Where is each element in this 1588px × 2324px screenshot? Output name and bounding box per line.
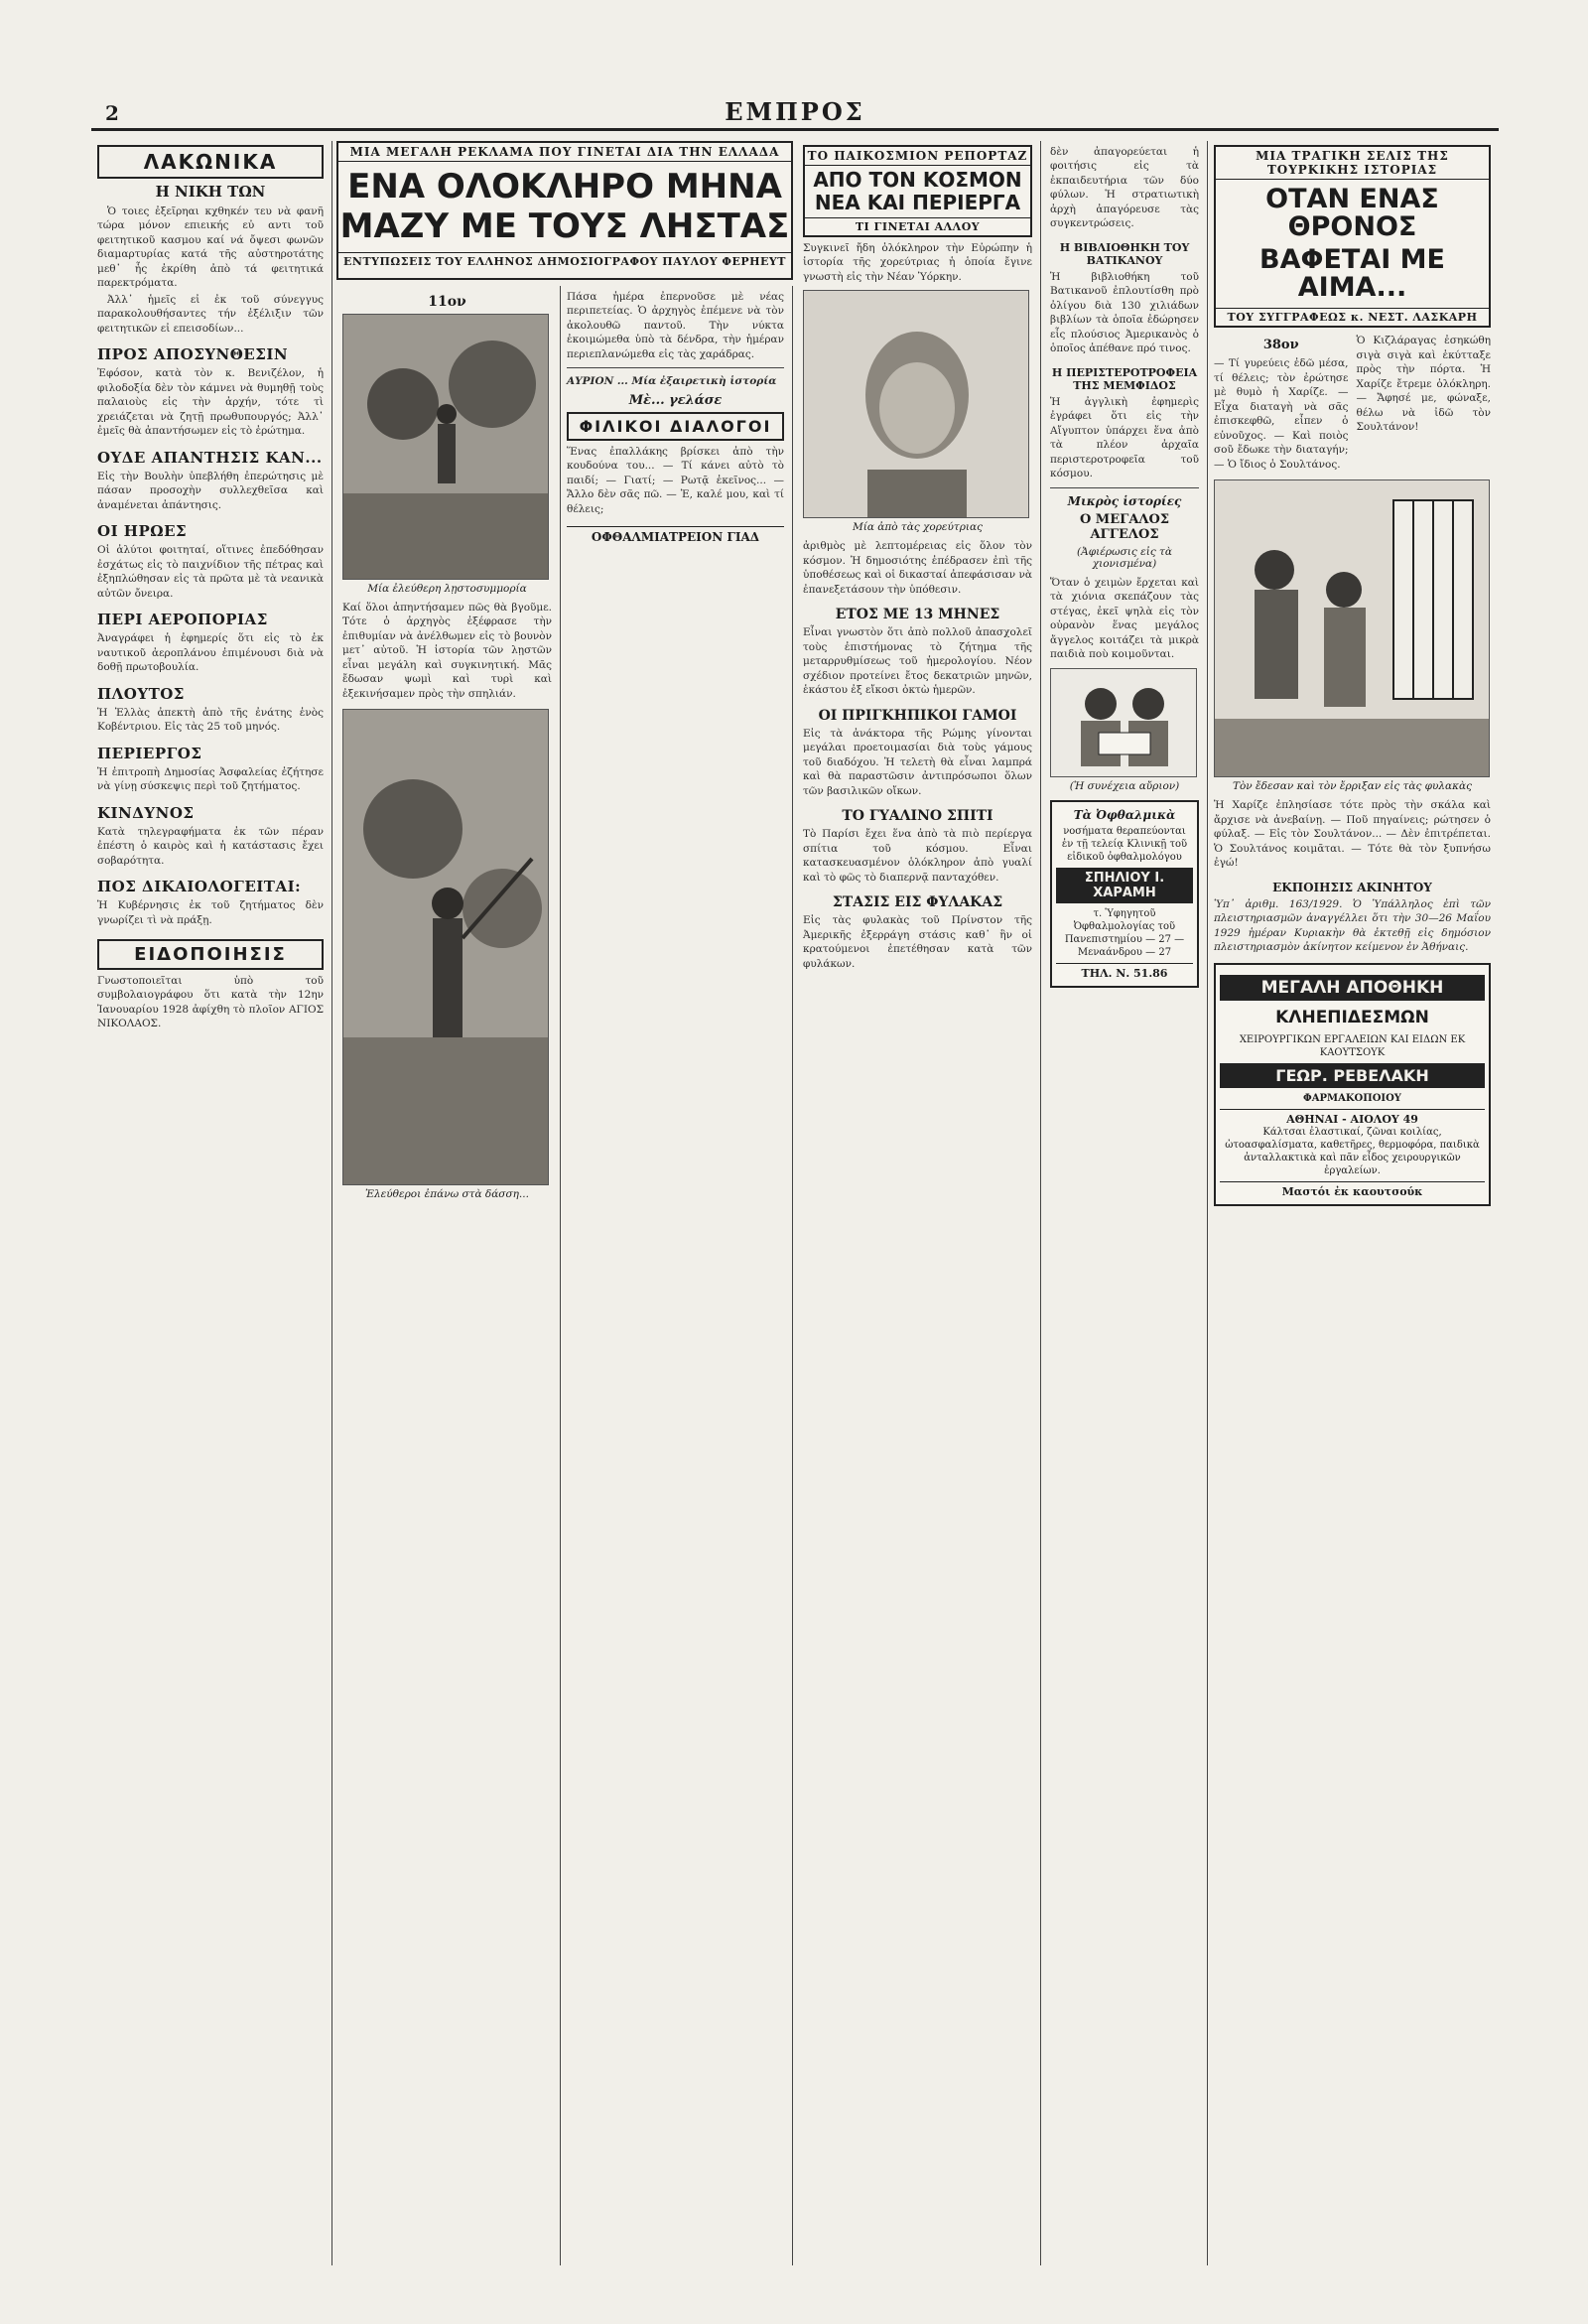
serial-byline: ΤΟΥ ΣΥΓΓΡΑΦΕΩΣ κ. ΝΕΣΤ. ΛΑΣΚΑΡΗ [1216, 308, 1489, 326]
section-title: ΤΟ ΓΥΑΛΙΝΟ ΣΠΙΤΙ [842, 808, 993, 825]
report-subkicker: ΤΙ ΓΙΝΕΤΑΙ ΑΛΛΟΥ [805, 217, 1030, 235]
serial-kicker: ΜΙΑ ΤΡΑΓΙΚΗ ΣΕΛΙΣ ΤΗΣ ΤΟΥΡΚΙΚΗΣ ΙΣΤΟΡΙΑΣ [1216, 147, 1489, 180]
lakonika-section [97, 522, 324, 601]
poem-title: Ο ΜΕΓΑΛΟΣ ΑΓΓΕΛΟΣ [1079, 511, 1170, 542]
column-news-misc [1044, 141, 1208, 2265]
bandits-photo-1 [342, 314, 549, 580]
serial-text: Καί ὅλοι ἀπηντήσαμεν πῶς θὰ βγοῦμε. Τότε ὁ ἀρχηγὸς ἐξέφρασε τὴν ἐπιθυμίαν νὰ ἀνέλθωμεν εἰς τὸ βουνὸν μετ᾿ αὐτοῦ. Ἡ ἱστορία τῶν λῃστῶν εἶναι μεγάλη καὶ συγκινητική. Μᾶς ἔδωσαν ψωμὶ καὶ τυρὶ καὶ ἐξεκινήσαμεν πρὸς τὴν σπηλιάν. [342, 602, 552, 700]
section-text: Ἡ ἐπιτροπὴ Δημοσίας Ἀσφαλείας ἐζήτησε νὰ γίνῃ σύσκεψις περὶ τοῦ ζητήματος. [97, 765, 324, 793]
photo-caption: Μία ἐλεύθερη λῃστοσυμμορία [367, 583, 527, 595]
ad-subtitle: ΧΕΙΡΟΥΡΓΙΚΩΝ ΕΡΓΑΛΕΙΩΝ ΚΑΙ ΕΙΔΩΝ ΕΚ ΚΑΟΥΤΣΟΥΚ [1239, 1033, 1466, 1058]
section-text: Ἡ ἀγγλικὴ ἐφημερὶς ἐγράφει ὅτι εἰς τὴν Αἴγυπτον ὑπάρχει ἕνα ἀπὸ τὰ πλέον ἀρχαῖα περιστεροτροφεῖα τοῦ κόσμου. [1050, 395, 1199, 480]
prison-illustration [1214, 479, 1490, 777]
serial-bandits-header [336, 141, 793, 280]
section-text: Εἰς τὰ ἀνάκτορα τῆς Ρώμης γίνονται μεγάλαι προετοιμασίαι διὰ τοὺς γάμους τοῦ διαδόχου. Ἡ τελετὴ θὰ εἶναι λαμπρά καὶ θὰ παραστῶσιν ἀντιπρόσωποι ὅλων τῶν βασιλικῶν οἴκων. [803, 727, 1032, 797]
dialogue-title: ΦΙΛΙΚΟΙ ΔΙΑΛΟΓΟΙ [567, 412, 784, 441]
serial-text-after: Ἡ Χαρίζε ἐπλησίασε τότε πρὸς τὴν σκάλα καὶ ἄρχισε νὰ ἀνεβαίνῃ. — Ποῦ πηγαίνεις; ρώτησεν ὁ φύλαξ. — Εἰς τὸν Σουλτάνον... — Δὲν ἐπιτρέπεται. Ὁ Σουλτάνος κοιμᾶται. — Τότε θὰ τὸν ξυπνήσω ἐγώ! [1214, 799, 1491, 870]
section-text: Εἶναι γνωστὸν ὅτι ἀπὸ πολλοῦ ἀπασχολεῖ τοὺς ἐπιστήμονας τὸ ζήτημα τῆς μεταρρυθμίσεως τοῦ ἡμερολογίου. Νέον σχέδιον προτείνει ἔτος δεκατριῶν μηνῶν, ἑκάστου ἐξ εἴκοσι ὀκτὼ ἡμερῶν. [803, 626, 1032, 697]
clinic-advertisement [1050, 800, 1199, 988]
photo-caption: Ἐλεύθεροι ἐπάνω στὰ δάσση... [365, 1188, 529, 1201]
section-title: ΠΛΟΥΤΟΣ [97, 684, 185, 703]
serial-headline-line1: ΟΤΑΝ ΕΝΑΣ ΘΡΟΝΟΣ [1265, 184, 1439, 243]
serial-headline-line1: ΕΝΑ ΟΛΟΚΛΗΡΟ ΜΗΝΑ [347, 167, 782, 206]
serial-continued-text: Πάσα ἡμέρα ἐπερνοῦσε μὲ νέας περιπετείας. Ὁ ἀρχηγὸς ἐπέμενε νὰ τὸν ἀκολουθῶ παντοῦ. Τὴν νύκτα ἐκοιμώμεθα ὑπὸ τὰ δένδρα, τὴν ἡμέραν περιεπλανώμεθα εἰς τὰς χαράδρας. [567, 291, 784, 360]
poem-text: Ὅταν ὁ χειμὼν ἔρχεται καὶ τὰ χιόνια σκεπάζουν τὰς στέγας, ἐκεῖ ψηλὰ εἰς τὸν οὐρανὸν ἕνας μεγάλος ἄγγελος κοιτάζει τὰ μικρὰ παιδιὰ ποὺ κοιμοῦνται. [1050, 576, 1199, 661]
ad-profession: ΦΑΡΜΑΚΟΠΟΙΟΥ [1303, 1092, 1401, 1104]
court-notice-title: ΕΚΠΟΙΗΣΙΣ ΑΚΙΝΗΤΟΥ [1272, 880, 1432, 894]
section-text: Τὸ Παρίσι ἔχει ἕνα ἀπὸ τὰ πιὸ περίεργα σπίτια τοῦ κόσμου. Εἶναι κατασκευασμένον ὁλόκληρον ἀπὸ γυαλί καὶ τὸ φῶς τὸ διαπερνᾷ πανταχόθεν. [803, 828, 1032, 884]
serial-headline-line2: ΜΑΖΥ ΜΕ ΤΟΥΣ ΛΗΣΤΑΣ [339, 205, 790, 246]
ad-address: ΑΘΗΝΑΙ - ΑΙΟΛΟΥ 49 [1220, 1109, 1485, 1126]
report-after-photo: ἀριθμὸς μὲ λεπτομέρειας εἰς ὅλον τὸν κόσμον. Ἡ δημοσιότης ἐπέδρασεν ἐπὶ τῆς ὑποθέσεως καὶ οἱ δικασταί ἀπεφάσισαν νὰ ἐπανεξετάσουν τὴν ὑπόθεσιν. [803, 540, 1032, 596]
section-text: Κατὰ τηλεγραφήματα ἐκ τῶν πέραν ἐπέστη ὁ καιρὸς καὶ ἡ κατάστασις ἔχει σοβαρότητα. [97, 825, 324, 867]
newspaper-name: ΕΜΠΡΟΣ [725, 97, 865, 126]
intro-paragraph: Ἀλλ᾿ ἡμεῖς εἰ ἐκ τοῦ σύνεγγυς παρακολουθήσαντες τήν ἐξέλιξιν τῶν φειτητικῶν εἰ επεισοδίων... [97, 293, 324, 335]
dialogue-overline: Μὲ... γελάσε [628, 392, 723, 408]
ad-owner-name: ΓΕΩΡ. ΡΕΒΕΛΑΚΗ [1220, 1063, 1485, 1088]
dialogue-kicker: ΑΥΡΙΟΝ ... Μία ἐξαιρετικὴ ἱστορία [567, 375, 777, 388]
bandits-photo-2 [342, 709, 549, 1185]
ad-footer: Μαστόι ἐκ καουτσούκ [1220, 1181, 1485, 1198]
dancer-portrait [803, 290, 1029, 518]
ad-phone: ΤΗΛ. Ν. 51.86 [1056, 963, 1193, 980]
notice-title: ΕΙΔΟΠΟΙΗΣΙΣ [97, 939, 324, 970]
ad-doctor-name: ΣΠΗΛΙΟΥ Ι. ΧΑΡΑΜΗ [1056, 868, 1193, 903]
report-kicker: ΤΟ ΠΑΙΚΟΣΜΙΟΝ ΡΕΠΟΡΤΑΖ [805, 147, 1030, 166]
section-title: ΟΥΔΕ ΑΠΑΝΤΗΣΙΣ ΚΑΝ... [97, 448, 323, 467]
continued-note: (Ἡ συνέχεια αὔριον) [1069, 779, 1180, 792]
serial-byline: ΕΝΤΥΠΩΣΕΙΣ ΤΟΥ ΕΛΛΗΝΟΣ ΔΗΜΟΣΙΟΓΡΑΦΟΥ ΠΑΥΛΟΥ ΦΕΡΗΕΥΤ [338, 252, 791, 270]
ad-title: ΜΕΓΑΛΗ ΑΠΟΘΗΚΗ [1220, 975, 1485, 1001]
lakonika-section [97, 878, 324, 927]
serial-kicker: ΜΙΑ ΜΕΓΑΛΗ ΡΕΚΛΑΜΑ ΠΟΥ ΓΙΝΕΤΑΙ ΔΙΑ ΤΗΝ ΕΛΛΑΔΑ [338, 143, 791, 162]
newspaper-page [91, 95, 1499, 2269]
serial-headline-line2: ΒΑΦΕΤΑΙ ΜΕ ΑΙΜΑ... [1259, 243, 1445, 304]
section-title: ΠΕΡΙΕΡΓΟΣ [97, 744, 202, 762]
section-title: ΟΙ ΗΡΩΕΣ [97, 522, 188, 541]
masthead [91, 95, 1499, 131]
section-title: ΠΕΡΙ ΑΕΡΟΠΟΡΙΑΣ [97, 611, 268, 629]
lakonika-section [97, 685, 324, 735]
children-reading-illustration [1050, 668, 1197, 777]
serial-throne-header [1214, 145, 1491, 328]
ad-title-line2: ΚΛΗΕΠΙΔΕΣΜΩΝ [1275, 1007, 1429, 1027]
serial-text-left: — Τί γυρεύεις ἐδῶ μέσα, τί θέλεις; τὸν ἐρώτησε μὲ θυμὸ ἡ Χαρίζε. — Εἶχα διαταγὴ νὰ σᾶς ἐπισκεφθῶ, εἶπεν ὁ εὐνοῦχος. — Καὶ ποιὸς σοῦ ἔδωκε τὴν διαταγήν; — Ὁ ἴδιος ὁ Σουλτάνος. [1214, 357, 1349, 471]
court-notice-text: Ὑπ᾿ ἀριθμ. 163/1929. Ὁ Ὑπάλληλος ἐπὶ τῶν πλειστηριασμῶν ἀναγγέλλει ὅτι τὴν 30—26 Μαΐου 1929 ἡμέραν Κυριακὴν θὰ ἐκτεθῇ εἰς δημόσιον πλειστηριασμὸν ἀκίνητον κείμενον ἐν Ἀθήναις. [1214, 897, 1491, 954]
section-title: ΟΙ ΠΡΙΓΚΗΠΙΚΟΙ ΓΑΜΟΙ [818, 707, 1017, 724]
serial-text-right: Ὁ Κιζλάραγας ἐσηκώθη σιγὰ σιγὰ καὶ ἐκύτταξε πρὸς τὴν πόρτα. Ἡ Χαρίζε ἔτρεμε ὁλόκληρη. — Ἄφησέ με, φώναξε, θέλω νὰ ἰδῶ τὸν Σουλτάνον! [1356, 335, 1491, 434]
lakonika-subtitle: Η ΝΙΚΗ ΤΩΝ [155, 183, 266, 201]
section-title: ΣΤΑΣΙΣ ΕΙΣ ΦΥΛΑΚΑΣ [832, 894, 1003, 911]
lakonika-section [97, 745, 324, 794]
section-text: Εἰς τὴν Βουλὴν ὑπεβλήθη ἐπερώτησις μὲ πάσαν προσοχὴν συλλεχθεῖσα καὶ ἀναμένεται ἀπάντησις. [97, 470, 324, 511]
page-number: 2 [105, 101, 119, 125]
section-text: Οἱ ἀλύτοι φοιτηταί, οἵτινες ἐπεδόθησαν ἐσχάτως εἰς τὸ παιχνίδιον τῆς πέτρας καὶ ἐξηπλώθησαν εἰς τὰ πρῶτα μὲ τὰ νεανικὰ αὐτῶν ὄνειρα. [97, 544, 324, 600]
section-text: Ἀναγράφει ἡ ἐφημερίς ὅτι εἰς τὸ ἐκ ναυτικοῦ ἀεροπλάνου ἐπιμένουσι διὰ νὰ δοθῇ πρωτοβουλία. [97, 632, 324, 674]
lakonika-section [97, 611, 324, 674]
bottom-advertisement: ΟΦΘΑΛΜΙΑΤΡΕΙΟΝ ΓΙΑΔ [567, 526, 784, 544]
lakonika-section [97, 449, 324, 512]
column-world-report [797, 141, 1041, 2265]
photo-caption: Μία ἀπὸ τὰς χορεύτριας [852, 521, 983, 534]
section-text: Ἡ βιβλιοθήκη τοῦ Βατικανοῦ ἐπλουτίσθη πρὸ ὀλίγου διὰ 130 χιλιάδων βιβλίων τὰ ὁποῖα ἐδώρησεν εἷς πλούσιος Ἀμερικανὸς ὁ ὁποῖος ἀπέθανε πρό τινος. [1050, 270, 1199, 355]
notice-text: Γνωστοποιεῖται ὑπὸ τοῦ συμβολαιογράφου ὅτι κατὰ τὴν 12ην Ἰανουαρίου 1928 ἀφίχθη τὸ πλοῖον ΑΓΙΟΣ ΝΙΚΟΛΑΟΣ. [97, 974, 324, 1030]
poem-overline: Μικρὸς ἱστορίες [1067, 493, 1182, 508]
news-lead: δὲν ἀπαγορεύεται ἡ φοιτήσις εἰς τὰ ἐκπαιδευτήρια τῶν δύο φύλων. Ἡ στρατιωτικὴ ἀρχὴ ἀπαγόρευσε τὰς συγκεντρώσεις. [1050, 146, 1199, 230]
section-text: Ἡ Κυβέρνησις ἐκ τοῦ ζητήματος δὲν γνωρίζει τὶ νὰ πράξῃ. [97, 899, 324, 926]
illustration-caption: Τὸν ἔδεσαν καὶ τὸν ἔρριξαν εἰς τὰς φυλακὰς [1232, 780, 1472, 793]
section-title: ΕΤΟΣ ΜΕ 13 ΜΗΝΕΣ [835, 607, 1000, 623]
lakonika-section [97, 345, 324, 438]
report-lead: Συγκινεῖ ἤδη ὁλόκληρον τὴν Εὐρώπην ἡ ἱστορία τῆς χορεύτριας ἡ ὁποία ἔγινε γνωστὴ εἰς τὴν Νέαν Ὑόρκην. [803, 242, 1032, 283]
lakonika-title: ΛΑΚΩΝΙΚΑ [97, 145, 324, 179]
ad-text: νοσήματα θεραπεύονται ἐν τῇ τελείᾳ Κλινικῇ τοῦ εἰδικοῦ ὀφθαλμολόγου [1061, 825, 1188, 863]
column-lakonika [91, 141, 332, 2265]
chapter-number: 38ον [1262, 338, 1299, 353]
section-title: ΠΟΣ ΔΙΚΑΙΟΛΟΓΕΙΤΑΙ: [97, 878, 302, 896]
lakonika-section [97, 804, 324, 868]
section-text: Εἰς τὰς φυλακὰς τοῦ Πρίνστον τῆς Ἀμερικῆς ἐξερράγη στάσις καθ᾿ ἣν οἱ κρατούμενοι ἐπετέθησαν κατὰ τῶν φυλάκων. [803, 914, 1032, 970]
section-title: ΠΡΟΣ ΑΠΟΣΥΝΘΕΣΙΝ [97, 345, 289, 364]
surgical-supplies-advertisement [1214, 963, 1491, 1206]
report-headline-line2: ΝΕΑ ΚΑΙ ΠΕΡΙΕΡΓΑ [814, 191, 1021, 214]
report-headline-line1: ΑΠΟ ΤΟΝ ΚΟΣΜΟΝ [813, 168, 1022, 192]
column-serial-left [336, 286, 561, 2265]
ad-address: τ. Ὑφηγητοῦ Ὀφθαλμολογίας τοῦ Πανεπιστημίου — 27 — Μεναάνδρου — 27 [1064, 907, 1185, 958]
intro-paragraph: Ὁ τοιες ἐξεῖρηαι κχθηκέν τευ νὰ φανῆ τώρα μόνον επιεικής εὐ αντι τοῦ φειτητικοῦ κασμου καί νά ὄψεσι φωνῶν διαμαρτυρίας κατά τῆς αὐστηροτάτης μεθ᾿ ἧς ἐκρίθη ἀπὸ τά φειτητικά παρεκτρόματα. [97, 205, 324, 290]
dialogue-text: Ἕνας ἐπαλλάκης βρίσκει ἀπὸ τὴν κουδούνα του... — Τί κάνει αὐτὸ τὸ παιδί; — Γιατί; — Ρωτᾷ ἐκεῖνος... — Ἄλλο δὲν σᾶς πῶ. — Ἐ, καλέ μου, καὶ τί θέλεις; [567, 445, 784, 515]
poem-subtitle: (Ἀφιέρωσις εἰς τὰ χιονισμένα) [1077, 545, 1172, 570]
ad-text: Κάλτσαι ἐλαστικαί, ζῶναι κοιλίας, ὠτοασφαλίσματα, καθετῆρες, θερμοφόρα, παιδικὰ ἀνταλλακτικὰ καὶ πᾶν εἶδος χειρουργικῶν ἐργαλείων. [1225, 1126, 1480, 1176]
section-title: Η ΒΙΒΛΙΟΘΗΚΗ ΤΟΥ ΒΑΤΙΚΑΝΟΥ [1059, 240, 1190, 267]
section-title: ΚΙΝΔΥΝΟΣ [97, 803, 195, 822]
section-title: Η ΠΕΡΙΣΤΕΡΟΤΡΟΦΕΙΑ ΤΗΣ ΜΕΜΦΙΔΟΣ [1051, 365, 1198, 392]
section-text: Ἡ Ἑλλὰς ἀπεκτὴ ἀπὸ τῆς ἐνάτης ἑνὸς Κοβέντριου. Εἰς τὰς 25 τοῦ μηνός. [97, 706, 324, 734]
world-report-header [803, 145, 1032, 237]
column-turkish-history [1208, 141, 1499, 2265]
lakonika-intro [97, 205, 324, 336]
ad-heading: Τὰ Ὀφθαλμικὰ [1073, 807, 1176, 822]
chapter-number: 11ον [428, 294, 466, 310]
column-serial-right [561, 286, 793, 2265]
section-text: Ἐφόσον, κατὰ τὸν κ. Βενιζέλον, ἡ φιλοδοξία δὲν τὸν κάμνει νὰ θυμηθῇ τοὺς παλαιοὺς εἰς τὴν ἀρχήν, τότε τὶ χρειάζεται νὰ ζητῇ πρωθυπουργός; Ἀλλ᾿ ἐμεῖς θὰ ἀπαντήσωμεν εἰς τὸ ἐρώτημα. [97, 367, 324, 438]
